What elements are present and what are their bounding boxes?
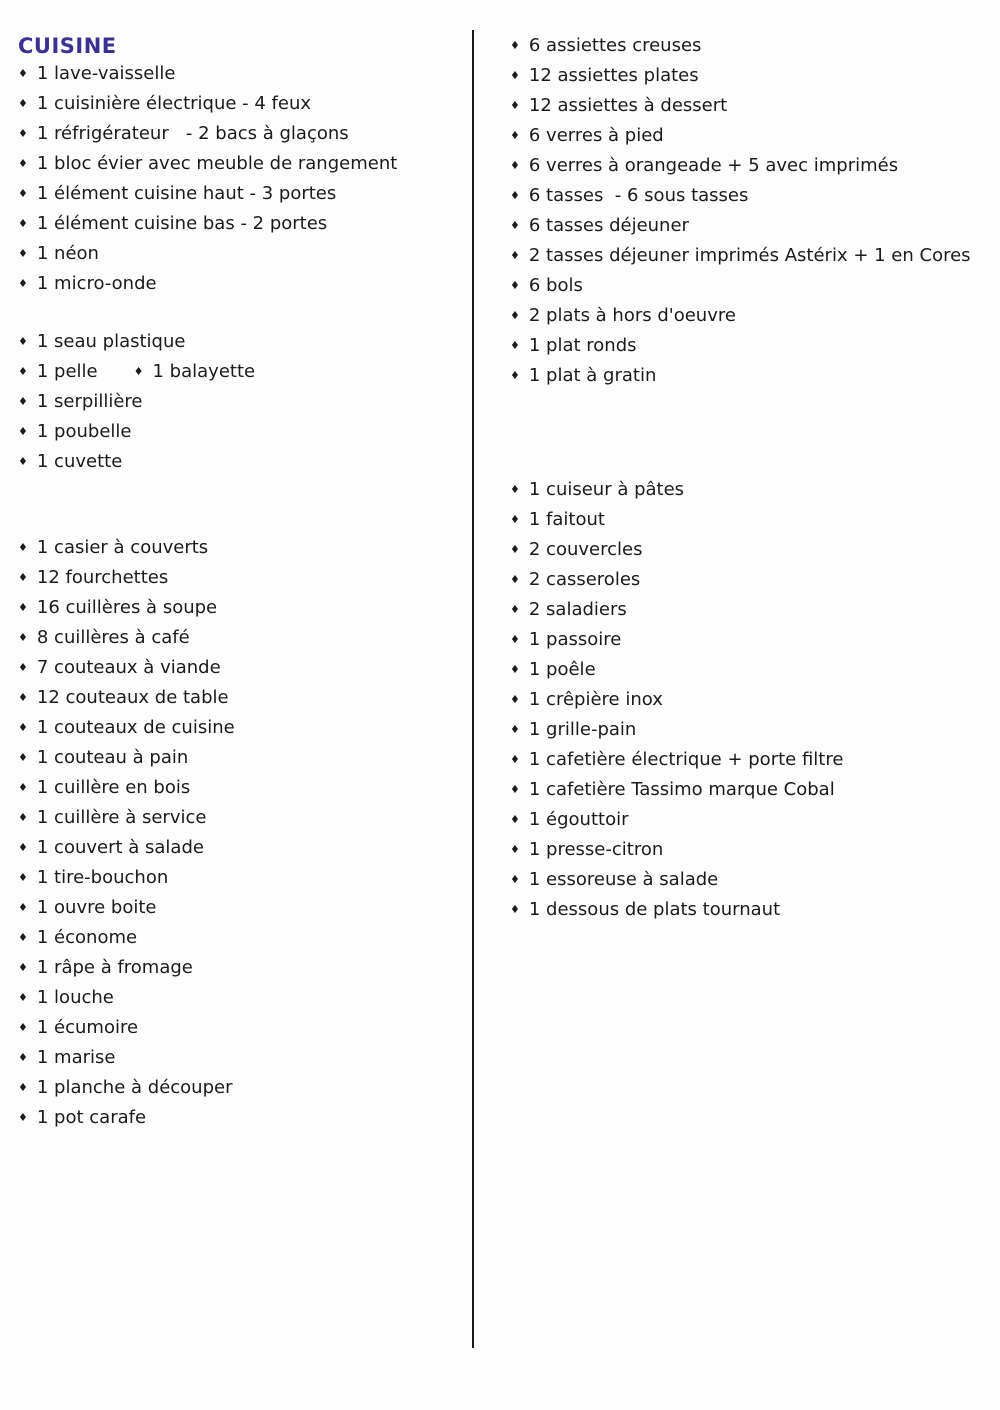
list-item	[18, 714, 463, 744]
diamond-bullet-icon: ♦	[18, 187, 28, 200]
diamond-bullet-icon: ♦	[18, 395, 28, 408]
item-text: 12 assiettes à dessert	[528, 95, 728, 116]
diamond-bullet-icon: ♦	[510, 543, 520, 556]
diamond-bullet-icon: ♦	[510, 843, 520, 856]
list-item-segment	[18, 1047, 115, 1068]
list-item-segment	[510, 629, 621, 650]
item-text: 1 couvert à salade	[36, 837, 204, 858]
diamond-bullet-icon: ♦	[510, 903, 520, 916]
list-item	[510, 896, 995, 926]
list-item-segment	[18, 63, 175, 84]
list-item-segment	[18, 657, 221, 678]
item-text: 1 passoire	[528, 629, 622, 650]
diamond-bullet-icon: ♦	[18, 425, 28, 438]
diamond-bullet-icon: ♦	[18, 931, 28, 944]
diamond-bullet-icon: ♦	[18, 335, 28, 348]
list-item	[18, 1014, 463, 1044]
list-block	[18, 328, 463, 478]
item-text: 1 écumoire	[36, 1017, 139, 1038]
list-item	[510, 272, 995, 302]
list-item-segment	[18, 627, 190, 648]
list-item	[18, 358, 463, 388]
item-text: 12 couteaux de table	[36, 687, 229, 708]
list-item	[510, 182, 995, 212]
item-text: 1 casier à couverts	[36, 537, 209, 558]
list-item	[510, 836, 995, 866]
list-item	[18, 120, 463, 150]
list-item-segment	[18, 867, 168, 888]
diamond-bullet-icon: ♦	[510, 279, 520, 292]
list-item-segment	[18, 331, 185, 352]
list-item	[510, 152, 995, 182]
item-text: 1 lave-vaisselle	[36, 63, 176, 84]
list-item-segment	[18, 93, 311, 114]
diamond-bullet-icon: ♦	[510, 873, 520, 886]
list-item-segment	[18, 807, 206, 828]
list-item	[18, 418, 463, 448]
item-text: 7 couteaux à viande	[36, 657, 221, 678]
list-item	[510, 332, 995, 362]
item-text: 1 faitout	[528, 509, 605, 530]
diamond-bullet-icon: ♦	[510, 309, 520, 322]
diamond-bullet-icon: ♦	[510, 219, 520, 232]
item-text: 1 crêpière inox	[528, 689, 663, 710]
item-text: 1 tire-bouchon	[36, 867, 169, 888]
diamond-bullet-icon: ♦	[510, 753, 520, 766]
diamond-bullet-icon: ♦	[18, 247, 28, 260]
list-item-segment	[18, 361, 98, 382]
diamond-bullet-icon: ♦	[18, 1021, 28, 1034]
list-item	[510, 776, 995, 806]
diamond-bullet-icon: ♦	[18, 541, 28, 554]
list-item	[18, 534, 463, 564]
item-text: 2 saladiers	[528, 599, 627, 620]
item-text: 2 plats à hors d'oeuvre	[528, 305, 736, 326]
list-item-segment	[18, 1077, 232, 1098]
list-item-segment	[18, 927, 137, 948]
list-item	[18, 624, 463, 654]
list-item-segment	[18, 421, 131, 442]
list-item	[18, 1044, 463, 1074]
list-item	[510, 362, 995, 392]
item-text: 1 cuiseur à pâtes	[528, 479, 685, 500]
diamond-bullet-icon: ♦	[18, 901, 28, 914]
item-text: 2 couvercles	[528, 539, 643, 560]
diamond-bullet-icon: ♦	[510, 339, 520, 352]
diamond-bullet-icon: ♦	[18, 571, 28, 584]
diamond-bullet-icon: ♦	[510, 369, 520, 382]
diamond-bullet-icon: ♦	[510, 783, 520, 796]
item-text: 1 cafetière Tassimo marque Cobal	[528, 779, 835, 800]
list-item	[18, 328, 463, 358]
item-text: 1 essoreuse à salade	[528, 869, 719, 890]
list-item-segment	[134, 361, 255, 382]
diamond-bullet-icon: ♦	[510, 513, 520, 526]
item-text: 6 verres à orangeade + 5 avec imprimés	[528, 155, 899, 176]
list-item-segment	[510, 719, 636, 740]
diamond-bullet-icon: ♦	[18, 97, 28, 110]
item-text: 1 bloc évier avec meuble de rangement	[36, 153, 398, 174]
list-block	[510, 476, 995, 926]
list-item	[18, 654, 463, 684]
list-item	[18, 448, 463, 478]
list-item-segment	[510, 839, 663, 860]
list-item	[18, 954, 463, 984]
list-item-segment	[18, 567, 168, 588]
list-item-segment	[18, 1017, 138, 1038]
list-item	[510, 92, 995, 122]
diamond-bullet-icon: ♦	[510, 663, 520, 676]
diamond-bullet-icon: ♦	[18, 871, 28, 884]
list-item	[510, 656, 995, 686]
list-item-segment	[18, 837, 204, 858]
list-item	[18, 894, 463, 924]
list-item	[510, 716, 995, 746]
list-item	[510, 746, 995, 776]
diamond-bullet-icon: ♦	[18, 751, 28, 764]
list-item-segment	[510, 305, 736, 326]
diamond-bullet-icon: ♦	[510, 603, 520, 616]
diamond-bullet-icon: ♦	[18, 841, 28, 854]
item-text: 1 élément cuisine haut - 3 portes	[36, 183, 337, 204]
item-text: 1 marise	[36, 1047, 116, 1068]
list-item-segment	[510, 539, 642, 560]
diamond-bullet-icon: ♦	[510, 573, 520, 586]
item-text: 1 presse-citron	[528, 839, 664, 860]
diamond-bullet-icon: ♦	[18, 811, 28, 824]
item-text: 12 fourchettes	[36, 567, 169, 588]
diamond-bullet-icon: ♦	[18, 601, 28, 614]
left-item-list	[18, 60, 463, 1134]
list-item-segment	[510, 479, 684, 500]
list-item	[18, 834, 463, 864]
list-item	[18, 150, 463, 180]
list-item	[18, 180, 463, 210]
item-text: 1 cuillère à service	[36, 807, 207, 828]
list-item	[18, 270, 463, 300]
diamond-bullet-icon: ♦	[510, 69, 520, 82]
list-item	[18, 984, 463, 1014]
list-item-segment	[510, 659, 596, 680]
diamond-bullet-icon: ♦	[18, 157, 28, 170]
diamond-bullet-icon: ♦	[510, 723, 520, 736]
list-item-segment	[18, 391, 142, 412]
item-text: 2 casseroles	[528, 569, 641, 590]
diamond-bullet-icon: ♦	[133, 365, 144, 378]
diamond-bullet-icon: ♦	[18, 365, 28, 378]
list-item-segment	[510, 365, 656, 386]
list-item-segment	[510, 509, 605, 530]
item-text: 1 râpe à fromage	[36, 957, 193, 978]
page-title: CUISINE	[18, 34, 117, 58]
list-item-segment	[510, 215, 689, 236]
item-text: 1 élément cuisine bas - 2 portes	[36, 213, 328, 234]
list-item	[510, 566, 995, 596]
list-item-segment	[510, 689, 663, 710]
list-item-segment	[18, 777, 190, 798]
list-item	[510, 122, 995, 152]
diamond-bullet-icon: ♦	[18, 721, 28, 734]
list-item	[18, 210, 463, 240]
item-text: 1 cuisinière électrique - 4 feux	[36, 93, 312, 114]
list-item-segment	[510, 749, 843, 770]
list-item	[510, 536, 995, 566]
list-item-segment	[18, 1107, 146, 1128]
diamond-bullet-icon: ♦	[18, 455, 28, 468]
list-item-segment	[510, 125, 664, 146]
list-item-segment	[510, 185, 748, 206]
list-item	[18, 1104, 463, 1134]
diamond-bullet-icon: ♦	[18, 1111, 28, 1124]
list-item-segment	[18, 957, 193, 978]
list-item-segment	[510, 869, 718, 890]
item-text: 1 cuvette	[36, 451, 123, 472]
right-item-list	[510, 32, 995, 926]
list-item	[510, 866, 995, 896]
diamond-bullet-icon: ♦	[510, 483, 520, 496]
list-item-segment	[18, 243, 99, 264]
list-item	[18, 388, 463, 418]
list-item-segment	[18, 183, 336, 204]
item-text: 1 plat ronds	[528, 335, 637, 356]
diamond-bullet-icon: ♦	[510, 693, 520, 706]
item-text: 1 couteau à pain	[36, 747, 189, 768]
list-item-segment	[18, 451, 122, 472]
item-text: 8 cuillères à café	[36, 627, 190, 648]
list-item	[510, 212, 995, 242]
list-item-segment	[510, 65, 699, 86]
list-item-segment	[18, 687, 229, 708]
diamond-bullet-icon: ♦	[18, 991, 28, 1004]
list-item	[18, 774, 463, 804]
item-text: 6 verres à pied	[528, 125, 664, 146]
diamond-bullet-icon: ♦	[18, 277, 28, 290]
list-item	[18, 744, 463, 774]
diamond-bullet-icon: ♦	[18, 691, 28, 704]
list-item	[510, 596, 995, 626]
item-text: 1 économe	[36, 927, 138, 948]
item-text: 1 balayette	[152, 361, 256, 382]
list-item-segment	[510, 35, 701, 56]
item-text: 1 planche à découper	[36, 1077, 233, 1098]
diamond-bullet-icon: ♦	[510, 633, 520, 646]
list-item-segment	[18, 747, 188, 768]
list-item	[18, 804, 463, 834]
list-item	[18, 1074, 463, 1104]
diamond-bullet-icon: ♦	[510, 39, 520, 52]
item-text: 1 serpillière	[36, 391, 143, 412]
list-item-segment	[510, 95, 727, 116]
item-text: 16 cuillères à soupe	[36, 597, 218, 618]
list-item-segment	[510, 245, 971, 266]
list-item	[18, 684, 463, 714]
item-text: 1 pelle	[36, 361, 98, 382]
left-column	[18, 32, 463, 1134]
diamond-bullet-icon: ♦	[18, 1081, 28, 1094]
list-block	[18, 60, 463, 300]
item-text: 1 micro-onde	[36, 273, 157, 294]
diamond-bullet-icon: ♦	[510, 189, 520, 202]
item-text: 1 égouttoir	[528, 809, 629, 830]
item-text: 1 grille-pain	[528, 719, 637, 740]
list-item	[18, 60, 463, 90]
list-item-segment	[510, 275, 583, 296]
item-text: 2 tasses déjeuner imprimés Astérix + 1 en Cores	[528, 245, 971, 266]
item-text: 1 louche	[36, 987, 114, 1008]
list-item-segment	[510, 899, 780, 920]
diamond-bullet-icon: ♦	[18, 631, 28, 644]
item-text: 12 assiettes plates	[528, 65, 699, 86]
item-text: 1 cafetière électrique + porte filtre	[528, 749, 844, 770]
list-item	[510, 302, 995, 332]
item-text: 1 dessous de plats tournaut	[528, 899, 781, 920]
item-text: 1 réfrigérateur - 2 bacs à glaçons	[36, 123, 349, 144]
diamond-bullet-icon: ♦	[18, 1051, 28, 1064]
diamond-bullet-icon: ♦	[510, 99, 520, 112]
list-item-segment	[510, 809, 629, 830]
list-item	[510, 686, 995, 716]
list-item-segment	[18, 537, 208, 558]
right-column	[510, 32, 995, 926]
list-item-segment	[18, 153, 397, 174]
diamond-bullet-icon: ♦	[510, 813, 520, 826]
diamond-bullet-icon: ♦	[18, 781, 28, 794]
list-block	[18, 534, 463, 1134]
list-block	[510, 32, 995, 392]
item-text: 1 poêle	[528, 659, 596, 680]
list-item	[18, 240, 463, 270]
list-item	[510, 506, 995, 536]
list-item	[18, 924, 463, 954]
item-text: 6 bols	[528, 275, 583, 296]
list-item	[510, 806, 995, 836]
list-item	[510, 626, 995, 656]
list-item-segment	[18, 213, 327, 234]
diamond-bullet-icon: ♦	[510, 129, 520, 142]
column-divider-line	[472, 30, 474, 1348]
list-item-segment	[18, 717, 235, 738]
item-text: 1 pot carafe	[36, 1107, 147, 1128]
list-item	[510, 62, 995, 92]
list-item	[510, 476, 995, 506]
item-text: 6 assiettes creuses	[528, 35, 702, 56]
item-text: 1 poubelle	[36, 421, 132, 442]
list-item-segment	[18, 897, 157, 918]
list-item-segment	[510, 335, 637, 356]
item-text: 1 cuillère en bois	[36, 777, 191, 798]
list-item-segment	[18, 987, 114, 1008]
item-text: 1 plat à gratin	[528, 365, 657, 386]
item-text: 1 couteaux de cuisine	[36, 717, 235, 738]
diamond-bullet-icon: ♦	[18, 217, 28, 230]
list-item-segment	[510, 155, 898, 176]
list-item-segment	[18, 273, 157, 294]
item-text: 6 tasses - 6 sous tasses	[528, 185, 749, 206]
list-item	[18, 594, 463, 624]
diamond-bullet-icon: ♦	[18, 961, 28, 974]
list-item	[18, 90, 463, 120]
diamond-bullet-icon: ♦	[510, 249, 520, 262]
list-item	[18, 864, 463, 894]
diamond-bullet-icon: ♦	[18, 127, 28, 140]
list-item-segment	[510, 599, 627, 620]
list-item	[510, 242, 995, 272]
list-item	[18, 564, 463, 594]
diamond-bullet-icon: ♦	[18, 67, 28, 80]
list-item-segment	[18, 597, 217, 618]
diamond-bullet-icon: ♦	[18, 661, 28, 674]
list-item-segment	[18, 123, 349, 144]
item-text: 6 tasses déjeuner	[528, 215, 689, 236]
list-item-segment	[510, 779, 835, 800]
list-item	[510, 32, 995, 62]
item-text: 1 néon	[36, 243, 99, 264]
diamond-bullet-icon: ♦	[510, 159, 520, 172]
item-text: 1 seau plastique	[36, 331, 186, 352]
list-item-segment	[510, 569, 640, 590]
item-text: 1 ouvre boite	[36, 897, 157, 918]
